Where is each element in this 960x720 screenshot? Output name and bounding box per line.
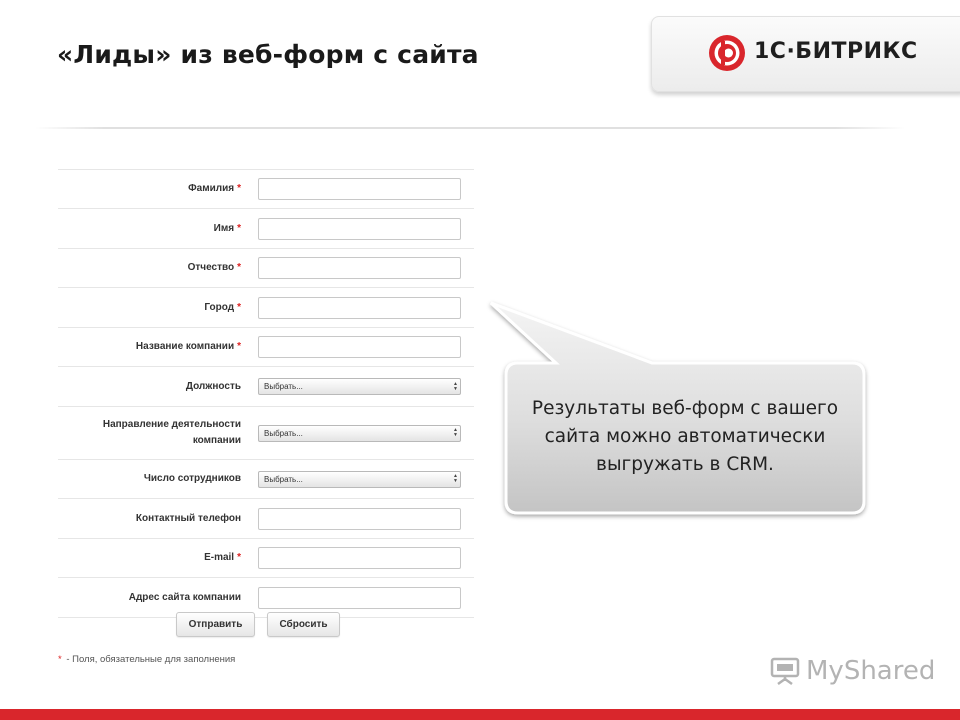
field-control (258, 508, 461, 530)
field-label-text: Фамилия (188, 183, 235, 194)
field-label (58, 300, 241, 316)
select-value: Выбрать... (264, 428, 303, 438)
field-label (58, 550, 241, 566)
select-value: Выбрать... (264, 382, 303, 391)
form-row (58, 287, 474, 327)
text-input[interactable] (258, 587, 461, 609)
select-arrows-icon: ▲ ▼ (453, 473, 458, 484)
field-control (258, 587, 461, 609)
field-label (58, 181, 241, 197)
field-label-text: Адрес сайта компании (128, 591, 241, 603)
required-asterisk: * (237, 262, 241, 273)
form-row (58, 248, 474, 287)
form-row (58, 498, 474, 538)
myshared-watermark (770, 656, 935, 686)
text-input[interactable] (258, 336, 461, 358)
text-input[interactable] (258, 218, 461, 240)
field-control (258, 471, 461, 488)
form-row (58, 538, 474, 577)
field-label (58, 471, 241, 487)
callout-text: Результаты веб-форм с вашего сайта можно автоматически выгружать в CRM. (531, 398, 839, 475)
field-label (58, 511, 241, 527)
presentation-board-icon (770, 656, 800, 686)
field-label-text: Отчество (187, 262, 235, 273)
field-label-text: Должность (185, 380, 241, 392)
watermark-text: MyShared (806, 656, 936, 686)
field-control (258, 178, 461, 200)
field-control (258, 257, 461, 279)
lead-web-form (58, 169, 474, 619)
field-label (58, 260, 241, 276)
select-arrows-icon: ▲ ▼ (453, 380, 458, 392)
field-control (258, 425, 461, 442)
form-row (58, 169, 474, 208)
required-asterisk: * (237, 341, 241, 352)
required-asterisk: * (237, 222, 241, 234)
field-control (258, 297, 461, 319)
field-label-text: Название компании (135, 341, 235, 352)
field-control (258, 378, 461, 395)
required-asterisk: * (58, 654, 62, 665)
field-label (58, 379, 241, 395)
field-control (258, 547, 461, 569)
form-row (58, 366, 474, 406)
select-value: Выбрать... (264, 474, 303, 484)
select-dropdown[interactable] (258, 378, 461, 395)
required-asterisk: * (237, 183, 241, 194)
text-input[interactable] (258, 508, 461, 530)
field-label-text: Имя (213, 222, 235, 234)
logo-text: 1С·БИТРИКС (754, 39, 918, 64)
bottom-accent-bar (0, 709, 960, 720)
field-label (58, 417, 241, 449)
select-dropdown[interactable] (258, 425, 461, 442)
text-input[interactable] (258, 257, 461, 279)
form-row (58, 208, 474, 248)
form-row (58, 406, 474, 459)
form-row (58, 577, 474, 617)
field-label (58, 339, 241, 355)
text-input[interactable] (258, 178, 461, 200)
field-label-text: Город (204, 301, 235, 313)
required-footnote (58, 654, 235, 665)
field-label-text: Направление деятельности компании (102, 419, 241, 446)
reset-button[interactable]: Сбросить (267, 612, 340, 637)
select-arrows-icon: ▲ ▼ (453, 427, 458, 438)
field-label-text: E-mail (204, 552, 235, 563)
form-row (58, 327, 474, 366)
field-label-text: Контактный телефон (135, 512, 241, 524)
text-input[interactable] (258, 547, 461, 569)
footnote-text: - Поля, обязательные для заполнения (66, 654, 236, 665)
field-label-text: Число сотрудников (143, 473, 241, 484)
field-control (258, 218, 461, 240)
field-label (58, 590, 241, 606)
field-label (58, 221, 241, 237)
text-input[interactable] (258, 297, 461, 319)
select-dropdown[interactable] (258, 471, 461, 488)
form-bottom-border (58, 617, 474, 619)
submit-button[interactable]: Отправить (176, 612, 255, 637)
required-asterisk: * (237, 301, 241, 313)
required-asterisk: * (237, 552, 241, 563)
form-row (58, 459, 474, 498)
slide-title: «Лиды» из веб-форм с сайта (57, 40, 479, 69)
field-control (258, 336, 461, 358)
